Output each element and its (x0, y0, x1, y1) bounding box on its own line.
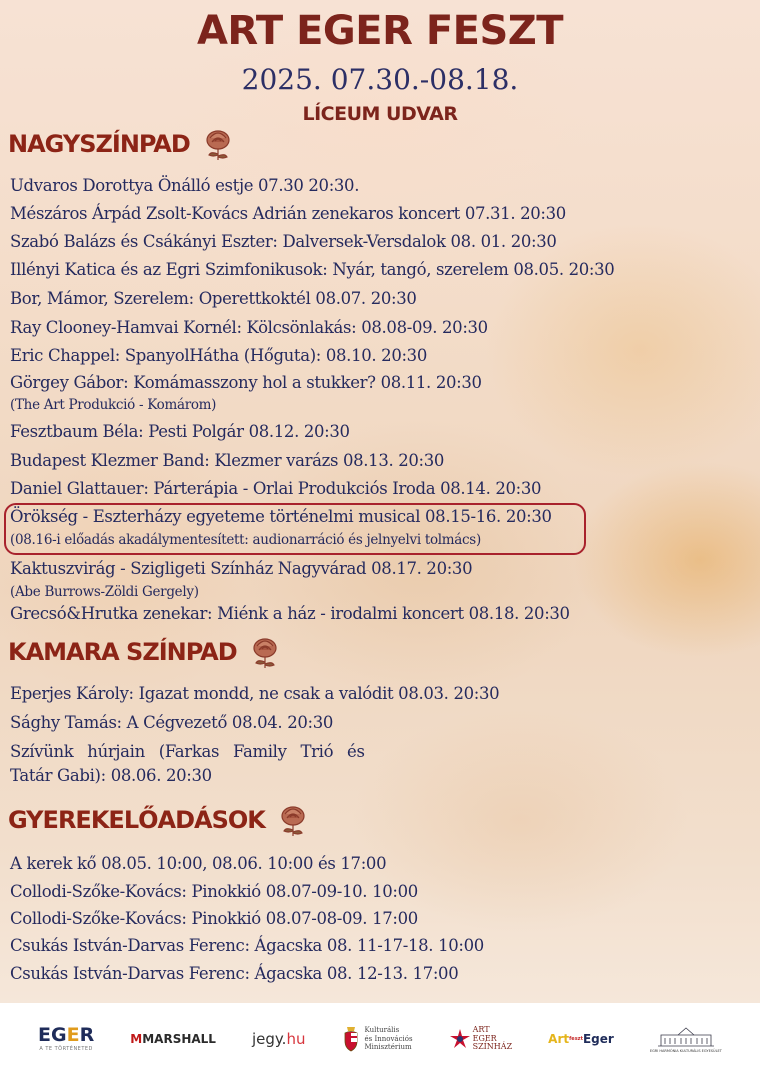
program-line: Csukás István-Darvas Ferenc: Ágacska 08. 12-13. 17:00 (10, 964, 459, 983)
art-eger-feszt-eger: Eger (582, 1032, 614, 1046)
art-eger-feszt-art: Art (548, 1032, 570, 1046)
program-line: Fesztbaum Béla: Pesti Polgár 08.12. 20:30 (10, 422, 350, 441)
art-eger-szinhaz-text: ART EGER SZÍNHÁZ (472, 1024, 513, 1052)
festival-title: ART EGER FESZT (196, 8, 564, 54)
program-line: Illényi Katica és az Egri Szimfonikusok: Nyár, tangó, szerelem 08.05. 20:30 (10, 260, 615, 279)
program-line: Grecsó&Hrutka zenekar: Miénk a ház - irodalmi koncert 08.18. 20:30 (10, 604, 570, 623)
jegy-hu-logo[interactable] (252, 1014, 305, 1064)
program-line: Collodi-Szőke-Kovács: Pinokkió 08.07-09-10. 10:00 (10, 882, 418, 901)
marshall-logo[interactable] (130, 1014, 216, 1064)
section-heading-label: NAGYSZÍNPAD (8, 130, 190, 158)
program-line: Sághy Tamás: A Cégvezető 08.04. 20:30 (10, 713, 334, 732)
program-line: Szívünk húrjain (Farkas Family Trió és (10, 742, 365, 761)
jegy-hu-logo-a: jegy. (252, 1030, 287, 1048)
festival-dates: 2025. 07.30.-08.18. (241, 63, 519, 96)
program-line: Eric Chappel: SpanyolHátha (Hőguta): 08.10. 20:30 (10, 346, 427, 365)
accessibility-note: (08.16-i előadás akadálymentesített: audionarráció és jelnyelvi tolmács) (10, 532, 481, 548)
section-heading-label: KAMARA SZÍNPAD (8, 638, 237, 666)
rose-icon (273, 800, 313, 840)
eger-logo[interactable] (38, 1014, 94, 1064)
program-line: Kaktuszvirág - Szigligeti Színház Nagyvárad 08.17. 20:30 (10, 559, 473, 578)
program-line-highlighted: Örökség - Eszterházy egyeteme történelmi musical 08.15-16. 20:30 (10, 507, 552, 526)
art-eger-feszt-small: feszt (569, 1035, 583, 1042)
art-eger-feszt-logo[interactable] (548, 1014, 614, 1064)
building-icon (656, 1026, 716, 1048)
program-subline: (Abe Burrows-Zöldi Gergely) (10, 584, 199, 600)
star-splash-icon (449, 1028, 471, 1050)
program-subline: (The Art Produkció - Komárom) (10, 397, 217, 413)
marshall-logo-mark: M (130, 1032, 143, 1046)
program-line: Eperjes Károly: Igazat mondd, ne csak a valódit 08.03. 20:30 (10, 684, 500, 703)
art-eger-szinhaz-logo[interactable] (449, 1014, 513, 1064)
egri-harmonia-logo[interactable] (650, 1014, 722, 1064)
rose-icon (198, 124, 238, 164)
section-heading-kamara (8, 632, 285, 672)
program-line: Collodi-Szőke-Kovács: Pinokkió 08.07-08-09. 17:00 (10, 909, 418, 928)
program-line: Tatár Gabi): 08.06. 20:30 (10, 766, 212, 785)
program-line: Daniel Glattauer: Párterápia - Orlai Produkciós Iroda 08.14. 20:30 (10, 479, 542, 498)
eger-logo-wordmark: EGER (38, 1024, 95, 1046)
program-line: Mészáros Árpád Zsolt-Kovács Adrián zenekaros koncert 07.31. 20:30 (10, 204, 566, 223)
egri-harmonia-text: EGRI HARMÓNIA KULTURÁLIS EGYESÜLET (649, 1048, 722, 1053)
section-heading-nagyszinpad (8, 124, 238, 164)
section-heading-label: GYEREKELŐADÁSOK (8, 806, 265, 834)
program-line: Budapest Klezmer Band: Klezmer varázs 08.13. 20:30 (10, 451, 445, 470)
eger-logo-tagline: A TE TÖRTÉNETED (39, 1046, 93, 1052)
marshall-logo-text: MARSHALL (142, 1032, 216, 1046)
program-line: Görgey Gábor: Komámasszony hol a stukker? 08.11. 20:30 (10, 373, 482, 392)
program-line: Csukás István-Darvas Ferenc: Ágacska 08. 11-17-18. 10:00 (10, 936, 484, 955)
section-heading-gyerek (8, 800, 313, 840)
program-line: Bor, Mámor, Szerelem: Operettkoktél 08.07. 20:30 (10, 289, 417, 308)
program-line: Ray Clooney-Hamvai Kornél: Kölcsönlakás: 08.08-09. 20:30 (10, 318, 488, 337)
program-line: A kerek kő 08.05. 10:00, 08.06. 10:00 és 17:00 (10, 854, 387, 873)
kim-ministry-logo[interactable] (342, 1014, 413, 1064)
rose-icon (245, 632, 285, 672)
jegy-hu-logo-b: hu (286, 1030, 306, 1048)
kim-ministry-text: Kulturális és Innovációs Minisztérium (364, 1026, 413, 1052)
hungarian-coat-of-arms-icon (342, 1026, 360, 1052)
festival-venue: LÍCEUM UDVAR (302, 103, 458, 125)
sponsor-footer (0, 1003, 760, 1075)
program-line: Szabó Balázs és Csákányi Eszter: Dalversek-Versdalok 08. 01. 20:30 (10, 232, 557, 251)
program-line: Udvaros Dorottya Önálló estje 07.30 20:30. (10, 176, 360, 195)
